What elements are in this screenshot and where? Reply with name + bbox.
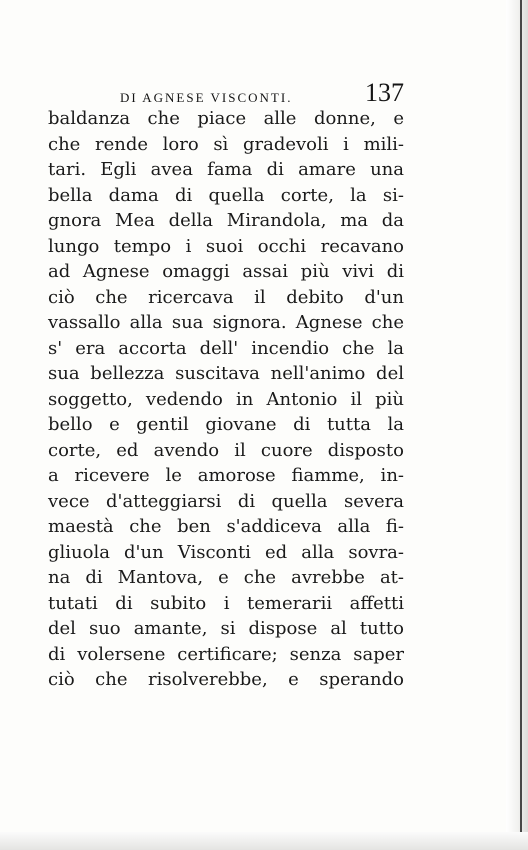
running-title: DI AGNESE VISCONTI. (120, 90, 293, 105)
text-line: ciò che risolverebbe, e sperando (48, 669, 404, 690)
text-line: bella dama di quella corte, la si- (48, 184, 404, 206)
text-line: corte, ed avendo il cuore disposto (48, 439, 404, 461)
body-text (48, 106, 404, 693)
text-line: s' era accorta dell' incendio che la (48, 337, 404, 359)
text-line: tutati di subito i temerarii affetti (48, 592, 404, 614)
text-line: maestà che ben s'addiceva alla fi- (48, 516, 404, 537)
text-line: gliuola d'un Visconti ed alla sovra- (48, 541, 404, 563)
text-line: gnora Mea della Mirandola, ma da (48, 210, 404, 231)
page-bottom-shadow (0, 832, 528, 850)
text-line: che rende loro sì gradevoli i mili- (48, 133, 404, 155)
text-line: ad Agnese omaggi assai più vivi di (48, 261, 404, 282)
text-line: lungo tempo i suoi occhi recavano (48, 235, 404, 257)
text-line: na di Mantova, e che avrebbe at- (48, 567, 404, 588)
text-line: bello e gentil giovane di tutta la (48, 414, 404, 435)
page-edge-shadow (506, 0, 528, 850)
text-line: baldanza che piace alle donne, e (48, 108, 404, 129)
text-line: ciò che ricercava il debito d'un (48, 286, 404, 308)
text-line: soggetto, vedendo in Antonio il più (48, 388, 404, 410)
text-line: di volersene certificare; senza saper (48, 643, 404, 665)
text-line: del suo amante, si dispose al tutto (48, 618, 404, 639)
page-number: 137 (365, 78, 404, 107)
page-edge-line (520, 0, 522, 850)
text-line: sua bellezza suscitava nell'animo del (48, 363, 404, 384)
text-line: tari. Egli avea fama di amare una (48, 159, 404, 180)
text-line: a ricevere le amorose fiamme, in- (48, 465, 404, 486)
text-line: vece d'atteggiarsi di quella severa (48, 490, 404, 512)
text-line: vassallo alla sua signora. Agnese che (48, 312, 404, 333)
